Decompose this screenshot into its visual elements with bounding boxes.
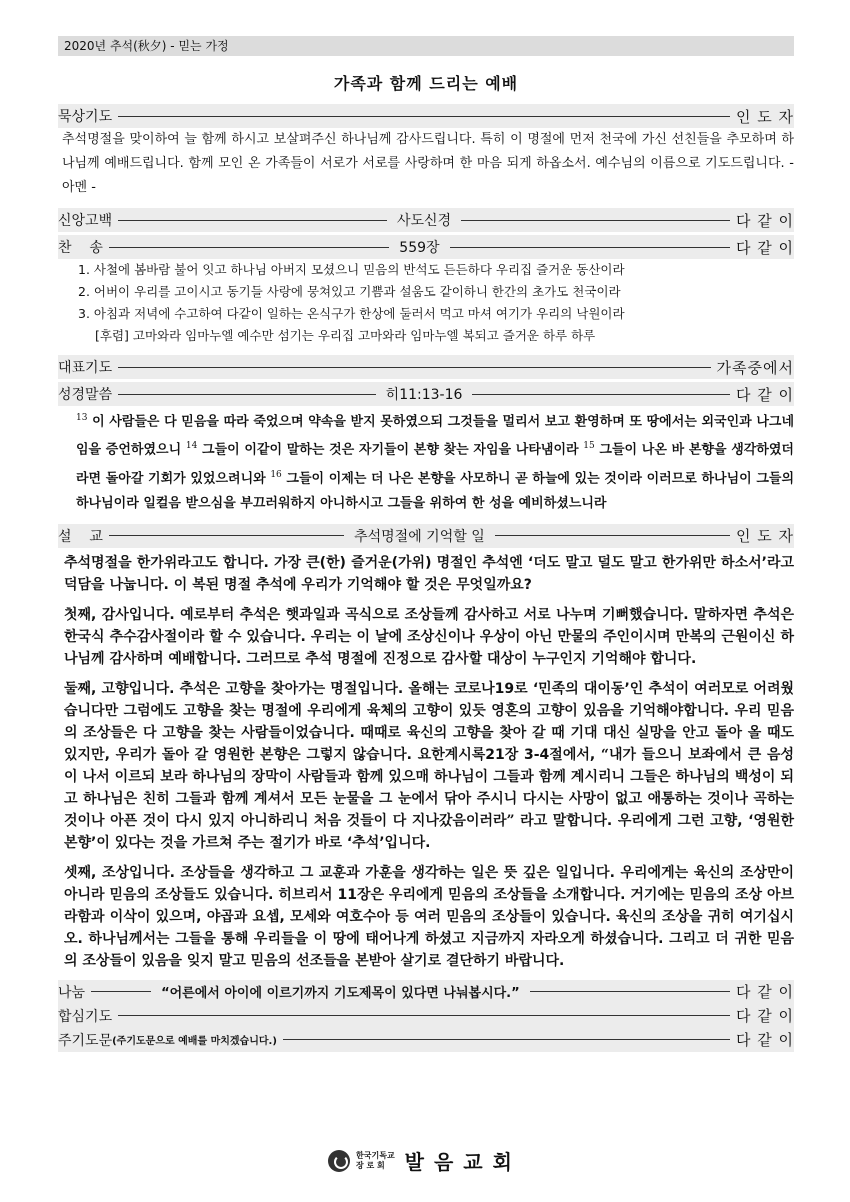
divider-line <box>118 367 710 368</box>
hymn-verses <box>58 259 794 347</box>
divider-line <box>495 535 730 536</box>
divider-line <box>118 116 730 117</box>
unison-prayer-leader: 다 같 이 <box>735 1007 794 1026</box>
unison-prayer-label: 합심기도 <box>58 1008 113 1025</box>
church-footer <box>0 1146 850 1175</box>
worship-page <box>58 36 794 1052</box>
silent-prayer-text: 추석명절을 맞이하여 늘 함께 하시고 보살펴주신 하나님께 감사드립니다. 특히 이 명절에 먼저 천국에 가신 선친들을 추모하며 하나님께 예배드립니다. 함께 모인 온 가족들이 서로가 서로를 사랑하며 한 마음 되게 하옵소서. 예수님의 이름으로 기도드립니다. - 아멘 - <box>62 132 794 195</box>
sermon-text: 둘째, 고향입니다. 추석은 고향을 찾아가는 명절입니다. 올해는 코로나19로 ‘민족의 대이동’인 추석이 여러모로 어려웠습니다만 그럼에도 고향을 찾는 명절에 우리에게 육체의 고향이 있듯 영혼의 고향이 있음을 기억해야합니다. 우리 믿음의 조상들은 다 고향을 찾는 사람들이었습니다. 때때로 육신의 고향을 찾아 갈 때 기대 대신 실망을 안고 돌아 올 때도 있지만, 우리가 돌아 갈 영원한 본향은 그렇지 않습니다. 요한계시록21장 3-4절에서, <box>64 680 794 763</box>
sermon-title: 추석명절에 기억할 일 <box>354 528 485 545</box>
church-name: 발음교회 <box>404 1150 522 1174</box>
sharing-prompt: “어른에서 아이에 이르기까지 기도제목이 있다면 나눠봅시다.” <box>161 986 520 1002</box>
hymn-verse: 2. 어버이 우리를 고이시고 동기들 사랑에 뭉쳐있고 기쁨과 설움도 같이하니 한간의 초가도 천국이라 <box>78 284 621 299</box>
verse-text: 그들이 이제는 더 나은 본향을 사모하니 곧 하늘에 있는 것이라 이러므로 하나님이 그들의 하나님이라 일컬음 받으심을 부끄러워하지 아니하시고 그들을 위하여 한 성을 예비하셨느니라 <box>76 470 794 511</box>
divider-line <box>283 1039 730 1040</box>
divider-line <box>461 220 730 221</box>
divider-line <box>472 394 730 395</box>
silent-prayer-leader: 인 도 자 <box>735 107 794 126</box>
divider-line <box>109 535 344 536</box>
lords-prayer-leader: 다 같 이 <box>735 1031 794 1050</box>
creed-title: 사도신경 <box>397 213 452 229</box>
verse-text: 그들이 나온 바 본향을 생각하였더라면 돌아갈 기회가 있었으려니와 <box>76 442 794 486</box>
sermon-quote: “내가 들으니 보좌에서 큰 음성이 나서 이르되 보라 하나님의 장막이 사람들과 함께 있으매 하나님이 그들과 함께 계시리니 그들은 하나님의 백성이 되고 하나님은 친히 그들과 함께 계셔서 모든 눈물을 그 눈에서 닦아 주시니 다시는 사망이 없고 애통하는 것이나 곡하는 것이나 아픈 것이 다시 있지 아니하리니 처음 것들이 다 지나갔음이러라” <box>64 746 794 829</box>
divider-line <box>530 991 730 992</box>
hymn-verse: 3. 아침과 저녁에 수고하여 다같이 일하는 온식구가 한상에 둘러서 먹고 마셔 여기가 우리의 낙원이라 <box>78 306 625 321</box>
verse-number: 16 <box>270 469 282 480</box>
rep-prayer-leader: 가족중에서 <box>716 358 794 377</box>
silent-prayer-row <box>58 104 794 128</box>
scripture-reference: 히11:13-16 <box>385 387 463 403</box>
sermon-paragraph: 셋째, 조상입니다. 조상들을 생각하고 그 교훈과 가훈을 생각하는 일은 뜻 깊은 일입니다. 우리에게는 육신의 조상만이 아니라 믿음의 조상들도 있습니다. 히브리서 11장은 우리에게 믿음의 조상들을 소개합니다. 거기에는 믿음의 조상 아브라함과 이삭이 있으며, 야곱과 요셉, 모세와 여호수아 등 여러 믿음의 조상들이 있습니다. 육신의 조상을 귀히 여기십시오. 하나님께서는 그들을 통해 우리들을 이 땅에 태어나게 하셨고 지금까지 자라오게 하셨습니다. 그리고 더 귀한 믿음의 조상들이 있음을 잊지 말고 믿음의 선조들을 본받아 살기로 결단하기 바랍니다. <box>64 864 794 969</box>
creed-row <box>58 208 794 232</box>
page-title: 가족과 함께 드리는 예배 <box>333 74 519 93</box>
sermon-text: 라고 말합니다. 우리에게 그런 고향, ‘영원한 본향’이 있다는 것을 가르쳐 주는 절기가 바로 ‘추석’입니다. <box>64 812 794 851</box>
scripture-row <box>58 382 794 406</box>
verse-number: 15 <box>583 441 595 452</box>
hymn-label: 찬 송 <box>58 240 103 256</box>
divider-line <box>118 1015 730 1016</box>
sharing-leader: 다 같 이 <box>735 983 794 1002</box>
verse-number: 14 <box>185 441 198 452</box>
divider-line <box>91 991 151 992</box>
verse-text: 그들이 이같이 말하는 것은 자기들이 본향 찾는 자임을 나타냄이라 <box>197 442 584 458</box>
sermon-leader: 인 도 자 <box>735 527 794 546</box>
creed-leader: 다 같 이 <box>736 211 795 230</box>
unison-prayer-row <box>58 1004 794 1028</box>
rep-prayer-row <box>58 355 794 379</box>
creed-label: 신앙고백 <box>58 213 113 229</box>
verse-number: 13 <box>76 413 88 423</box>
divider-line <box>118 220 387 221</box>
scripture-label: 성경말씀 <box>58 387 113 403</box>
sermon-body <box>58 552 794 972</box>
sermon-row <box>58 524 794 548</box>
sermon-label: 설 교 <box>58 528 103 545</box>
divider-line <box>450 247 730 248</box>
divider-line <box>118 394 376 395</box>
church-logo-icon <box>328 1150 350 1172</box>
header-bar: 2020년 추석(秋夕) - 믿는 가정 <box>58 36 794 56</box>
silent-prayer-label: 묵상기도 <box>58 109 113 125</box>
sermon-paragraph: 첫째, 감사입니다. 예로부터 추석은 햇과일과 곡식으로 조상들께 감사하고 서로 나누며 기뻐했습니다. 말하자면 추석은 한국식 추수감사절이라 할 수 있습니다. 우리는 이 날에 조상신이나 우상이 아닌 만물의 주인이시며 만복의 근원이신 하나님께 감사하며 예배합니다. 그러므로 추석 명절에 진정으로 감사할 대상이 누구인지 기억해야 합니다. <box>64 606 794 667</box>
denomination-line: 장 로 회 <box>356 1160 385 1170</box>
hymn-leader: 다 같 이 <box>735 238 794 257</box>
verse-text: 이 사람들은 다 믿음을 따라 죽었으며 약속을 받지 못하였으되 그것들을 멀리서 보고 환영하며 또 땅에서는 외국인과 나그네임을 증언하였으니 <box>76 414 794 458</box>
lords-prayer-row <box>58 1028 794 1052</box>
sermon-paragraph <box>58 678 794 854</box>
hymn-number: 559장 <box>399 240 440 256</box>
hymn-row <box>58 235 794 259</box>
scripture-text <box>58 406 794 516</box>
sharing-row <box>58 980 794 1004</box>
denomination-line: 한국기독교 <box>356 1150 395 1160</box>
divider-line <box>109 247 389 248</box>
hymn-chorus: [후렴] 고마와라 임마누엘 예수만 섬기는 우리집 고마와라 임마누엘 복되고 즐거운 하루 하루 <box>95 328 596 343</box>
scripture-leader: 다 같 이 <box>735 385 794 404</box>
lords-prayer-label: 주기도문 <box>58 1032 113 1049</box>
lords-prayer-note: (주기도문으로 예배를 마치겠습니다.) <box>112 1036 277 1048</box>
rep-prayer-label: 대표기도 <box>58 360 113 376</box>
denomination <box>356 1151 395 1171</box>
sermon-paragraph: 추석명절을 한가위라고도 합니다. 가장 큰(한) 즐거운(가위) 명절인 추석엔 ‘더도 말고 덜도 말고 한가위만 하소서’라고 덕담을 나눕니다. 이 복된 명절 추석에 우리가 기억해야 할 것은 무엇일까요? <box>64 554 794 593</box>
hymn-verse: 1. 사철에 봄바람 불어 잇고 하나님 아버지 모셨으니 믿음의 반석도 든든하다 우리집 즐거운 동산이라 <box>78 262 625 277</box>
sharing-label: 나눔 <box>58 984 86 1001</box>
